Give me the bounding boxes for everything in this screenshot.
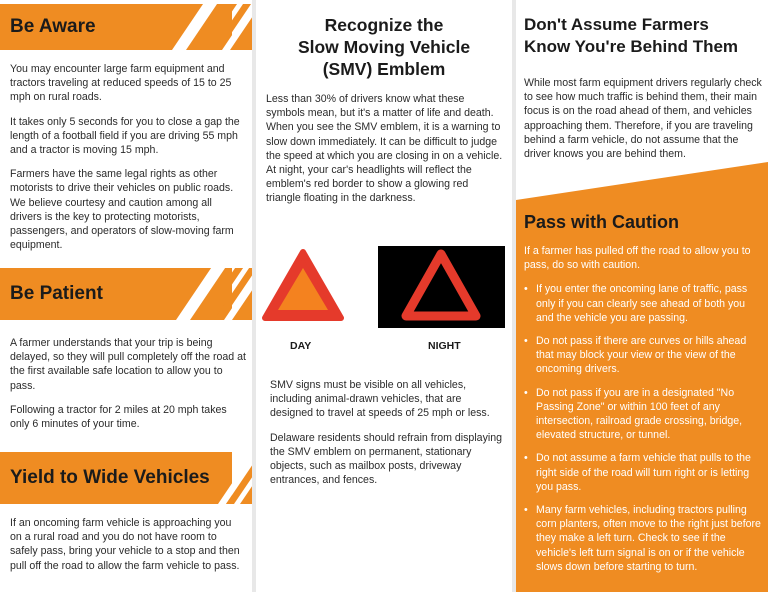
panel-right xyxy=(516,0,768,592)
yield-body xyxy=(10,516,246,583)
dont-assume-title-line2: Know You're Behind Them xyxy=(524,37,739,56)
smv-title-line3: (SMV) Emblem xyxy=(322,59,446,79)
be-aware-p1: You may encounter large farm equipment and tractors traveling at reduced speeds of 15 to 25 mph on rural roads. xyxy=(10,63,232,104)
be-aware-heading: Be Aware xyxy=(10,16,96,37)
dont-assume-body: While most farm equipment drivers regularly check to see how much traffic is behind them, their main focus is on the road ahead of them, and vehicles approaching them. Therefore, if you are traveling behind a farm vehicle, do not assume that the driver knows you are behind them. xyxy=(524,77,762,161)
be-patient-p1: A farmer understands that your trip is being delayed, so they will pull completely off the road at the first available safe location to allow you to pass. xyxy=(10,337,246,392)
smv-title xyxy=(256,14,512,80)
dont-assume-title xyxy=(524,14,768,58)
be-patient-banner xyxy=(0,268,252,320)
panel-middle xyxy=(256,0,512,592)
yield-heading: Yield to Wide Vehicles xyxy=(10,467,210,488)
pass-bullet-3: • Do not pass if you are in a designated "No Passing Zone" or within 100 feet of any intersection, railroad grade crossing, bridge, elevated structure, or tunnel. xyxy=(524,386,764,443)
pass-heading: Pass with Caution xyxy=(524,212,680,232)
pass-bullet-5: • Many farm vehicles, including tractors pulling corn planters, often move to the right just before they make a left turn. Check to see if the vehicle's left turn signal is on or if the vehicle slows down before starting to turn. xyxy=(524,503,764,574)
pass-bullet-2: • Do not pass if there are curves or hills ahead that may block your view or the view of the oncoming drivers. xyxy=(524,334,764,377)
yield-banner xyxy=(0,452,252,504)
dont-assume-title-line1: Don't Assume Farmers xyxy=(524,15,709,34)
be-patient-heading: Be Patient xyxy=(10,283,103,304)
pass-bullets xyxy=(524,282,764,574)
smv-p2: SMV signs must be visible on all vehicles, including animal-drawn vehicles, that are designed to travel at speeds of 25 mph or less. xyxy=(270,379,490,420)
smv-body xyxy=(270,378,504,497)
pass-bullet-4: • Do not assume a farm vehicle that pulls to the right side of the road will turn right or is letting you pass. xyxy=(524,451,764,494)
yield-p1: If an oncoming farm vehicle is approaching you on a rural road and you do not have room to safely pass, bring your vehicle to a stop and then pull off the road to allow the farm vehicle to pass. xyxy=(10,517,240,572)
pass-body xyxy=(524,244,764,583)
be-patient-p2: Following a tractor for 2 miles at 20 mph takes only 6 minutes of your time. xyxy=(10,403,227,431)
smv-title-line2: Slow Moving Vehicle xyxy=(297,37,471,57)
panel-left xyxy=(0,0,252,592)
pass-intro: If a farmer has pulled off the road to allow you to pass, do so with caution. xyxy=(524,245,751,272)
pass-bullet-1: • If you enter the oncoming lane of traffic, pass only if you can clearly see ahead of both you and the vehicle you are passing. xyxy=(524,282,764,325)
be-aware-body xyxy=(10,62,246,262)
be-aware-banner xyxy=(0,4,252,50)
day-label: DAY xyxy=(290,340,312,352)
smv-p3: Delaware residents should refrain from displaying the SMV emblem on permanent, stationary objects, such as mailbox posts, driveway entrances, and fences. xyxy=(270,431,502,487)
be-aware-p2: It takes only 5 seconds for you to close a gap the length of a football field if you are driving 55 mph and a tractor is moving 15 mph. xyxy=(10,115,240,157)
night-label: NIGHT xyxy=(428,340,461,352)
smv-night-emblem xyxy=(378,246,505,328)
smv-intro: Less than 30% of drivers know what these symbols mean, but it's a matter of life and death. When you see the SMV emblem, it is a warning to slow down immediately. It can be difficult to judge the speed at which you are closing in on a vehicle. At night, your car's headlights will reflect the emblem's red border to show a glowing red triangle floating in the darkness. xyxy=(266,93,503,205)
be-patient-body xyxy=(10,336,246,441)
smv-day-emblem xyxy=(262,248,344,324)
be-aware-p3: Farmers have the same legal rights as other motorists to drive their vehicles on public roads. We believe courtesy and caution among all drivers is the key to protecting motorists, passengers, and operators of slow-moving farm equipment. xyxy=(10,168,234,252)
smv-title-line1: Recognize the xyxy=(324,15,444,35)
